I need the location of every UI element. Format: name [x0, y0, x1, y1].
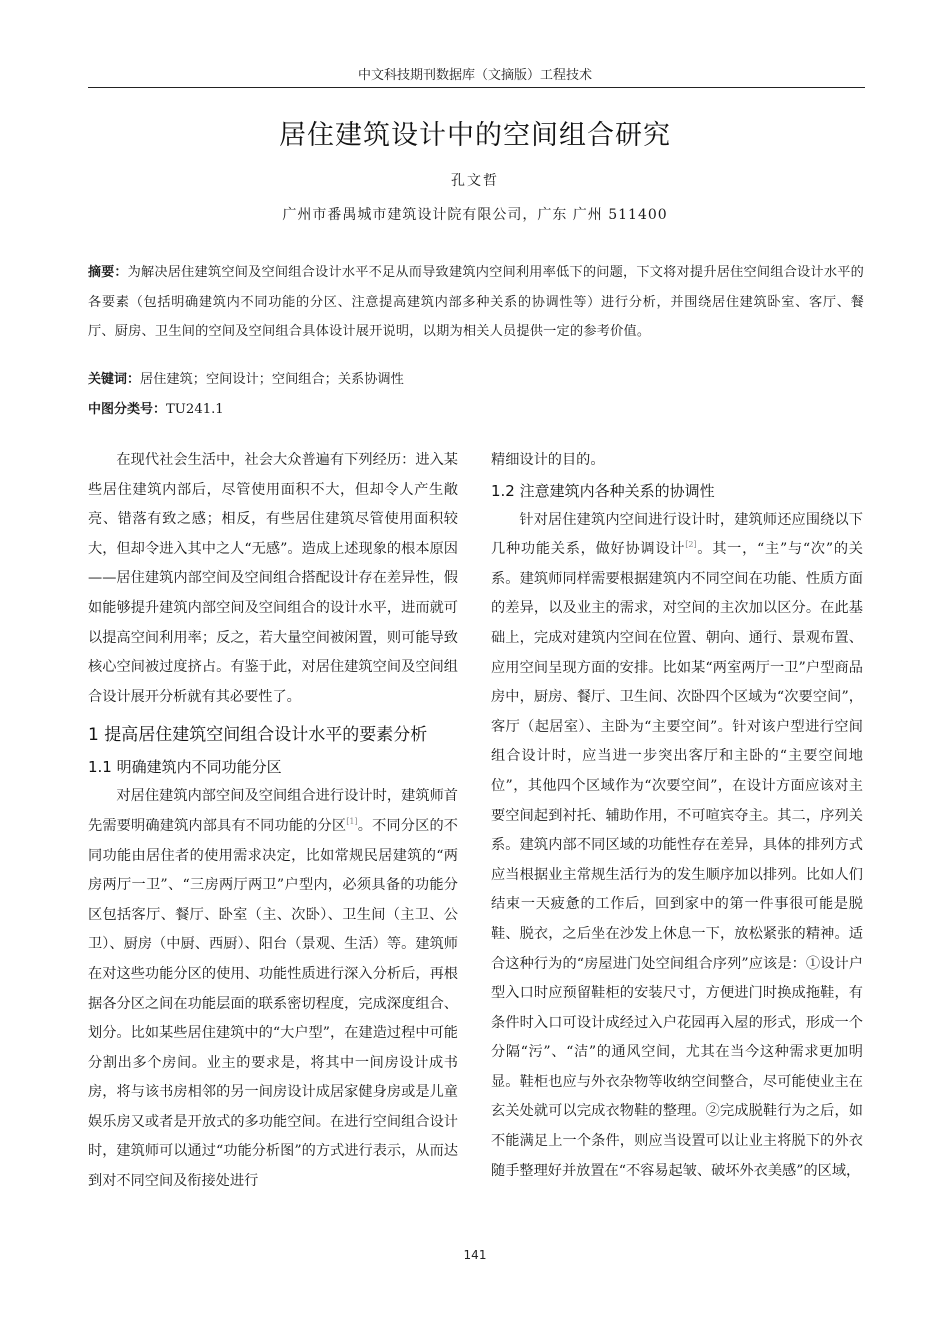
- continuation-text: 精细设计的目的。: [491, 452, 605, 468]
- keywords-line: [88, 368, 864, 387]
- abstract-label: 摘要：: [88, 265, 128, 280]
- classification-label: 中图分类号：: [88, 402, 167, 417]
- section-1-2-paragraph: [491, 506, 863, 1187]
- journal-header: 中文科技期刊数据库（文摘版）工程技术: [357, 68, 592, 83]
- body-column-right: [491, 446, 863, 1186]
- page-number: 141: [463, 1248, 487, 1262]
- article-title: 居住建筑设计中的空间组合研究: [279, 120, 671, 151]
- header-divider: [88, 87, 865, 88]
- classification-line: [88, 398, 864, 417]
- author-affiliation: 广州市番禺城市建筑设计院有限公司，广东 广州 511400: [282, 207, 668, 223]
- citation-ref[interactable]: [1]: [346, 816, 358, 826]
- paragraph-text: 针对居住建筑内空间进行设计时，建筑师还应围绕以下几种功能关系，做好协调设计: [491, 511, 863, 558]
- section-1-1-heading: 1.1 明确建筑内不同功能分区: [88, 758, 282, 777]
- section-1-2-heading: 1.2 注意建筑内各种关系的协调性: [491, 481, 715, 500]
- section-1-heading: 1 提高居住建筑空间组合设计水平的要素分析: [88, 725, 428, 746]
- abstract: [88, 258, 864, 347]
- article-author: 孔文哲: [451, 173, 499, 189]
- keywords-label: 关键词：: [88, 372, 141, 387]
- keywords-text: 居住建筑；空间设计；空间组合；关系协调性: [140, 372, 404, 387]
- paragraph-text: 。其一，“主”与“次”的关系。建筑师同样需要根据建筑内不同空间在功能、性质方面的差异，以及业主的需求，对空间的主次加以区分。在此基础上，完成对建筑内空间在位置、朝向、通行、景观布置、应用空间呈现方面的安排。比如某“两室两厅一卫”户型商品房中，厨房、餐厅、卫生间、次卧四个区域为“次要空间”，客厅（起居室）、主卧为“主要空间”。针对该户型进行空间组合设计时，应当进一步突出客厅和主卧的“主要空间地位”，其他四个区域作为“次要空间”，在设计方面应该对主要空间起到衬托、辅助作用，不可喧宾夺主。其二，序列关系。建筑内部不同区域的功能性存在差异，具体的排列方式应当根据业主常规生活行为的发生顺序加以排列。比如人们结束一天疲惫的工作后，回到家中的第一件事很可能是脱鞋、脱衣，之后坐在沙发上休息一下，放松紧张的精神。适合这种行为的“房屋进门处空间组合序列”应该是：①设计户型入口时应预留鞋柜的安装尺寸，方便进门时换成拖鞋，有条件时入口可设计成经过入户花园再入屋的形式，形成一个分隔“污”、“洁”的通风空间，尤其在当今这种需求更加明显。鞋柜也应与外衣杂物等收纳空间整合，尽可能使业主在玄关处就可以完成衣物鞋的整理。②完成脱鞋行为之后，如不能满足上一个条件，则应当设置可以让业主将脱下的外衣随手整理好并放置在“不容易起皱、破坏外衣美感”的区域，: [491, 541, 863, 1179]
- paragraph-text: 。不同分区的不同功能由居住者的使用需求决定，比如常规民居建筑的“两房两厅一卫”、“三房两厅两卫”户型内，必须具备的功能分区包括客厅、餐厅、卧室（主、次卧）、卫生间（主卫、公卫）、厨房（中厨、西厨）、阳台（景观、生活）等。建筑师在对这些功能分区的使用、功能性质进行深入分析后，再根据各分区之间在功能层面的联系密切程度，完成深度组合、划分。比如某些居住建筑中的“大户型”，在建造过程中可能分割出多个房间。业主的要求是，将其中一间房设计成书房，将与该书房相邻的另一间房设计成居家健身房或是儿童娱乐房又或者是开放式的多功能空间。在进行空间组合设计时，建筑师可以通过“功能分析图”的方式进行表示，从而达到对不同空间及衔接处进行: [88, 817, 458, 1190]
- paragraph-text: 对居住建筑内部空间及空间组合进行设计时，建筑师首先需要明确建筑内部具有不同功能的分区: [88, 788, 458, 834]
- intro-paragraph: 在现代社会生活中，社会大众普遍有下列经历：进入某些居住建筑内部后，尽管使用面积不大，但却令人产生敞亮、错落有致之感；相反，有些居住建筑尽管使用面积较大，但却令进入其中之人“无感”。造成上述现象的根本原因——居住建筑内部空间及空间组合搭配设计存在差异性，假如能够提升建筑内部空间及空间组合的设计水平，进而就可以提高空间利用率；反之，若大量空间被闲置，则可能导致核心空间被过度挤占。有鉴于此，对居住建筑空间及空间组合设计展开分析就有其必要性了。: [88, 452, 458, 705]
- citation-ref[interactable]: [2]: [685, 540, 697, 550]
- abstract-text: 为解决居住建筑空间及空间组合设计水平不足从而导致建筑内空间利用率低下的问题，下文将对提升居住空间组合设计水平的各要素（包括明确建筑内不同功能的分区、注意提高建筑内部多种关系的协调性等）进行分析，并围绕居住建筑卧室、客厅、餐厅、厨房、卫生间的空间及空间组合具体设计展开说明，以期为相关人员提供一定的参考价值。: [88, 265, 864, 340]
- section-1-1-paragraph: [88, 782, 458, 1196]
- classification-text: TU241.1: [166, 402, 224, 417]
- body-column-left: [88, 446, 458, 1197]
